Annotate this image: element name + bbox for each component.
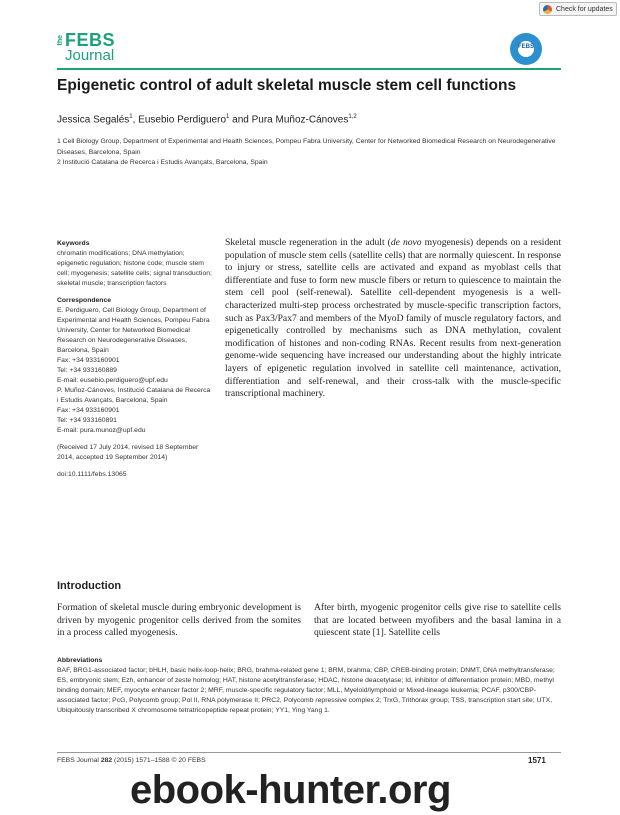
received-dates: (Received 17 July 2014, revised 18 September 2014, accepted 19 September 2014) [57,444,199,461]
abbreviations-heading: Abbreviations [57,657,103,664]
affiliation: 2 Institució Catalana de Recerca i Estudis Avançats, Barcelona, Spain [57,159,268,166]
correspondence-tel: Tel: +34 933160889 [57,367,117,374]
watermark: ebook-hunter.org [130,768,451,812]
author-separator: , [132,114,139,126]
abstract: Skeletal muscle regeneration in the adult (de novo myogenesis) depends on a resident population of muscle stem cells (satellite cells) that are normally quiescent. In response to injury or stress, satellite cells are activated and expand as myoblast cells that differentiate and fuse to form new muscle fibers or return to quiescence to maintain the stem cell pool (self-renewal). Satellite cell-dependent myogenesis is a well-characterized multi-step process orchestrated by muscle-specific transcription factors, such as Pax3/Pax7 and members of the MyoD family of muscle regulatory factors, and epigenetically controlled by mechanisms such as DNA methylation, covalent modification of histones and non-coding RNAs. Recent results from next-generation genome-wide sequencing have increased our understanding about the highly intricate layers of epigenetic regulation involved in satellite cell maintenance, activation, differentiation and self-renewal, and their cross-talk with the muscle-specific transcriptional machinery. [225,237,561,400]
author-name: Pura Muñoz-Cánoves [251,114,349,126]
article-title: Epigenetic control of adult skeletal muscle stem cell functions [57,77,517,94]
correspondence-fax: Fax: +34 933160901 [57,407,120,414]
introduction-right-column: After birth, myogenic progenitor cells give rise to satellite cells that are located between myofibers and the basal lamina in a quiescent state [1]. Satellite cells [314,602,561,639]
correspondence-fax: Fax: +34 933160901 [57,357,120,364]
affiliation: 1 Cell Biology Group, Department of Experimental and Health Sciences, Pompeu Fabra University, Center for Networked Biomedical Research on Neurodegenerative Diseases, Barcelona, Spain [57,138,556,156]
correspondence-tel: Tel: +34 933160891 [57,417,117,424]
author-affiliation-mark: 1,2 [348,114,357,120]
author-affiliation-mark: 1 [129,114,133,120]
author-affiliation-mark: 1 [226,114,230,120]
introduction-left-column: Formation of skeletal muscle during embryonic development is driven by myogenic progenitor cells derived from the somites in a process called myogenesis. [57,602,301,639]
header-rule [57,68,561,70]
abbreviations-text: BAF, BRG1-associated factor; bHLH, basic helix-loop-helix; BRG, brahma-related gene 1; BRM, brahma; CBP, CREB-binding protein; DNMT, DNA methyltransferase; ES, embryonic stem; Ezh, enhancer of zeste homolog; HAT, histone acetyltransferase; HDAC, histone deacetylase; Id, inhibitor of differentiation protein; MBD, methyl binding domain; MEF, myocyte enhancer factor 2; MRF, muscle-specific regulatory factor; MLL, Myeloid/lymphoid or Mixed-lineage leukemia; PCAF, p300/CBP-associated factor; PcG, Polycomb group; Pol II, RNA polymerase II; PRC2, Polycomb repressive complex 2; TrxG, Trithorax group; TSS, transcription start site; UTX, Ubiquitously transcribed X chromosome tetratricopeptide repeat protein; YY1, Ying Yang 1. [57,667,555,714]
correspondence-email[interactable]: E-mail: pura.munoz@upf.edu [57,427,146,434]
crossmark-icon [543,5,552,14]
article-sidebar [57,239,212,480]
affiliations [57,137,562,169]
febs-badge-icon: FEBS [510,33,542,65]
check-for-updates-button[interactable] [539,2,617,16]
author-name: Eusebio Perdiguero [138,114,227,126]
correspondence-heading: Correspondence [57,297,112,304]
keywords-list: chromatin modifications; DNA methylation; epigenetic regulation; histone code; muscle stem cell; myogenesis; satellite cells; signal transduction; skeletal muscle; transcription factors [57,250,212,287]
author-name: Jessica Segalés [57,114,130,126]
abbreviations [57,656,561,716]
author-list [57,114,357,125]
check-for-updates-label: Check for updates [556,6,613,13]
doi-link[interactable]: doi:10.1111/febs.13065 [57,471,127,478]
correspondence-address: P. Muñoz-Cánoves, Institució Catalana de Recerca i Estudis Avançats, Barcelona, Spain [57,387,211,404]
correspondence-email[interactable]: E-mail: eusebio.perdiguero@upf.edu [57,377,168,384]
febs-journal-logo: the FEBS Journal [57,30,116,64]
keywords-heading: Keywords [57,240,90,247]
page-footer: FEBS Journal 282 (2015) 1571–1588 © 20 FEBS [57,757,206,764]
author-separator: and [229,114,252,126]
introduction-heading: Introduction [57,580,122,592]
footer-rule [57,752,561,753]
page-number: 1571 [528,756,546,765]
correspondence-address: E. Perdiguero, Cell Biology Group, Department of Experimental and Health Sciences, Pompeu Fabra University, Center for Networked Biomedical Research on Neurodegenerative Diseases, Barcelona, Spain [57,307,210,354]
